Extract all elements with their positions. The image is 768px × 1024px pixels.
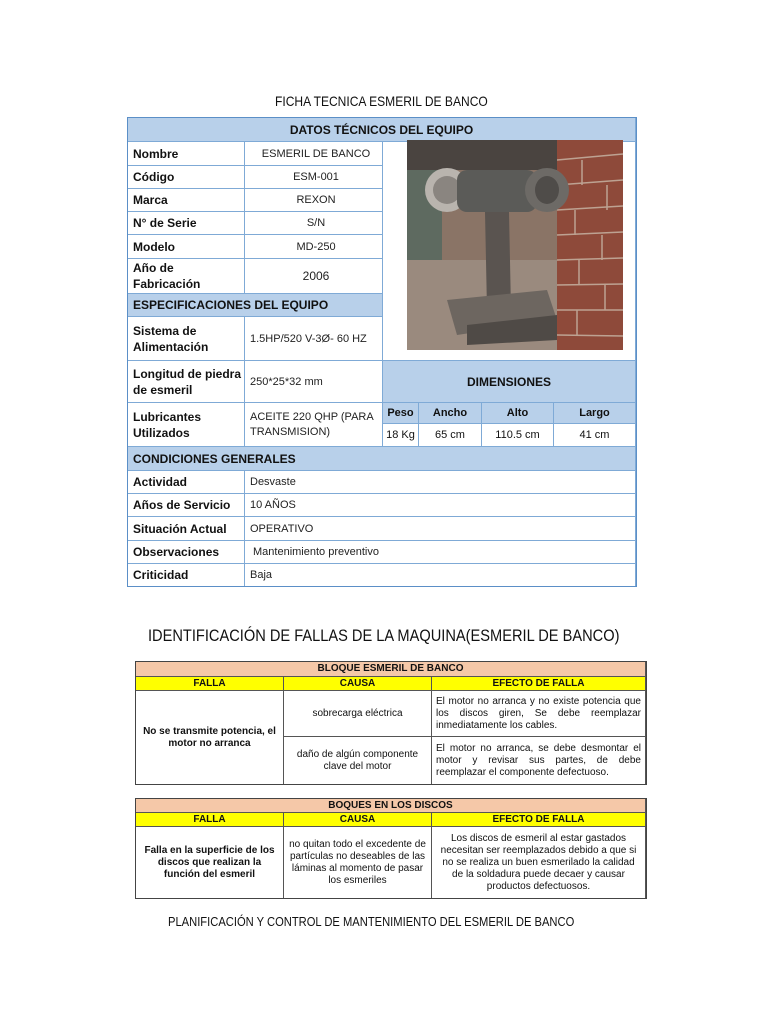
cond-label-actividad: Actividad [128, 471, 245, 494]
dim-value-peso: 18 Kg [383, 424, 419, 447]
col-falla: FALLA [136, 677, 284, 691]
row-value-lubricantes: ACEITE 220 QHP (PARA TRANSMISION) [245, 403, 383, 447]
dimensiones-header: DIMENSIONES [383, 361, 636, 403]
cond-value-servicio: 10 AÑOS [245, 494, 636, 517]
dim-col-alto: Alto [482, 403, 554, 424]
row-label-serie: N° de Serie [128, 212, 245, 235]
row-label-modelo: Modelo [128, 235, 245, 259]
cond-value-situacion: OPERATIVO [245, 517, 636, 541]
cond-value-observaciones: Mantenimiento preventivo [245, 541, 636, 564]
cond-value-criticidad: Baja [245, 564, 636, 586]
bloque-esmeril-table [135, 661, 647, 785]
col-efecto: EFECTO DE FALLA [432, 677, 646, 691]
row-value-longitud: 250*25*32 mm [245, 361, 383, 403]
falla-discos-cell: Falla en la superficie de los discos que realizan la función del esmeril [136, 827, 284, 898]
dim-value-ancho: 65 cm [419, 424, 482, 447]
efecto-discos-cell: Los discos de esmeril al estar gastados necesitan ser reemplazados debido a que si no se realiza un buen esmerilado la calidad de la soldadura puede decaer y causar productos defectuosos. [432, 827, 646, 898]
dim-value-alto: 110.5 cm [482, 424, 554, 447]
row-label-lubricantes: Lubricantes Utilizados [128, 403, 245, 447]
document-title: FICHA TECNICA ESMERIL DE BANCO [275, 93, 488, 109]
causa-cell-2: daño de algún componente clave del motor [284, 737, 432, 784]
row-value-serie: S/N [245, 212, 383, 235]
row-value-fabricacion: 2006 [245, 259, 383, 294]
col-causa-2: CAUSA [284, 813, 432, 827]
discos-title: BOQUES EN LOS DISCOS [136, 799, 646, 813]
row-value-sistema: 1.5HP/520 V-3Ø- 60 HZ [245, 317, 383, 361]
row-value-modelo: MD-250 [245, 235, 383, 259]
col-efecto-2: EFECTO DE FALLA [432, 813, 646, 827]
discos-table [135, 798, 647, 899]
dim-col-largo: Largo [554, 403, 636, 424]
dim-col-ancho: Ancho [419, 403, 482, 424]
row-value-marca: REXON [245, 189, 383, 212]
cond-label-situacion: Situación Actual [128, 517, 245, 541]
falla-cell: No se transmite potencia, el motor no arranca [136, 691, 284, 784]
efecto-cell-2: El motor no arranca, se debe desmontar el motor y revisar sus partes, de debe reemplazar el componente defectuoso. [432, 737, 646, 784]
row-label-nombre: Nombre [128, 142, 245, 166]
efecto-cell-1: El motor no arranca y no existe potencia que los discos giren, Se debe reemplazar inmediatamente los cables. [432, 691, 646, 737]
row-value-codigo: ESM-001 [245, 166, 383, 189]
cond-value-actividad: Desvaste [245, 471, 636, 494]
cond-label-criticidad: Criticidad [128, 564, 245, 586]
causa-cell-1: sobrecarga eléctrica [284, 691, 432, 737]
dim-col-peso: Peso [383, 403, 419, 424]
row-label-marca: Marca [128, 189, 245, 212]
cond-label-observaciones: Observaciones [128, 541, 245, 564]
cond-label-servicio: Años de Servicio [128, 494, 245, 517]
dim-value-largo: 41 cm [554, 424, 636, 447]
row-label-codigo: Código [128, 166, 245, 189]
condiciones-header: CONDICIONES GENERALES [128, 447, 636, 471]
col-causa: CAUSA [284, 677, 432, 691]
fallas-title: IDENTIFICACIÓN DE FALLAS DE LA MAQUINA(ESMERIL DE BANCO) [148, 626, 620, 645]
esmeril-photo-drawing [407, 140, 623, 350]
planificacion-title: PLANIFICACIÓN Y CONTROL DE MANTENIMIENTO DEL ESMERIL DE BANCO [168, 914, 575, 929]
esmeril-photo [407, 140, 623, 350]
row-label-sistema: Sistema de Alimentación [128, 317, 245, 361]
causa-discos-cell: no quitan todo el excedente de partículas no deseables de las láminas al momento de pasar los esmeriles [284, 827, 432, 898]
row-label-fabricacion: Año de Fabricación [128, 259, 245, 294]
datos-tecnicos-header: DATOS TÉCNICOS DEL EQUIPO [128, 118, 636, 142]
row-value-nombre: ESMERIL DE BANCO [245, 142, 383, 166]
row-label-longitud: Longitud de piedra de esmeril [128, 361, 245, 403]
bloque-esmeril-title: BLOQUE ESMERIL DE BANCO [136, 662, 646, 677]
especificaciones-header: ESPECIFICACIONES DEL EQUIPO [128, 294, 383, 317]
col-falla-2: FALLA [136, 813, 284, 827]
